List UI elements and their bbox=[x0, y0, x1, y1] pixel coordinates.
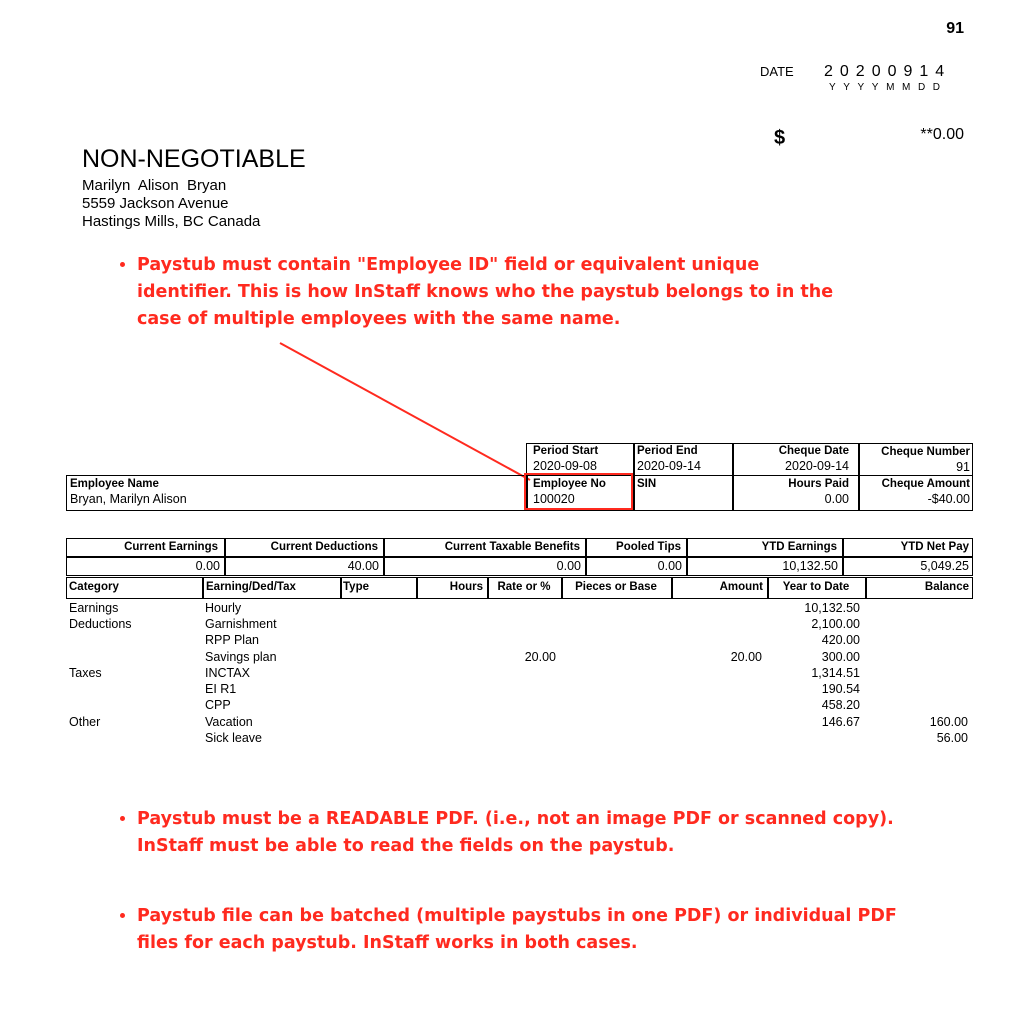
table-row bbox=[0, 715, 1024, 731]
row-ytd: 458.20 bbox=[821, 698, 860, 712]
row-balance: 56.00 bbox=[936, 731, 968, 745]
row-category: Earnings bbox=[69, 601, 119, 615]
current-deductions: 40.00 bbox=[347, 559, 379, 573]
ytd-earnings-label: YTD Earnings bbox=[761, 541, 837, 553]
cheque-number-value: 91 bbox=[956, 460, 970, 474]
cheque-amount: **0.00 bbox=[920, 126, 964, 143]
row-ytd: 420.00 bbox=[821, 633, 860, 647]
row-item: Sick leave bbox=[205, 731, 262, 745]
note-text: • Paystub must contain "Employee ID" field or equivalent unique identifier. This is how InStaff knows who the paystub belongs to in the case of multiple employees with the same name. bbox=[137, 252, 835, 333]
date-format: YYYYMMDD bbox=[829, 82, 948, 93]
note-text: • Paystub file can be batched (multiple paystubs in one PDF) or individual PDF files for each paystub. InStaff works in both cases. bbox=[137, 903, 915, 957]
col-type: Type bbox=[343, 581, 369, 593]
note-batched-files bbox=[115, 903, 915, 957]
row-item: Hourly bbox=[205, 601, 242, 615]
employee-no: 100020 bbox=[533, 492, 575, 506]
note-readable-pdf bbox=[115, 806, 915, 860]
pooled-tips-label: Pooled Tips bbox=[616, 541, 681, 553]
table-row bbox=[0, 698, 1024, 714]
employee-no-highlight bbox=[524, 473, 633, 510]
row-ytd: 300.00 bbox=[821, 650, 860, 664]
taxable-benefits-label: Current Taxable Benefits bbox=[444, 541, 580, 553]
row-ytd: 1,314.51 bbox=[811, 666, 860, 680]
cheque-number-label: Cheque Number bbox=[881, 446, 970, 458]
ytd-net-pay-label: YTD Net Pay bbox=[900, 541, 969, 553]
row-item: EI R1 bbox=[205, 682, 237, 696]
row-ytd: 146.67 bbox=[821, 715, 860, 729]
table-row bbox=[0, 682, 1024, 698]
current-earnings-label: Current Earnings bbox=[124, 541, 218, 553]
address-line-2: Hastings Mills, BC Canada bbox=[82, 213, 261, 230]
cheque-amount-label: Cheque Amount bbox=[881, 478, 970, 490]
table-row bbox=[0, 731, 1024, 747]
cheque-date: 2020-09-14 bbox=[785, 459, 849, 473]
payee-name: Marilyn Alison Bryan bbox=[82, 177, 227, 194]
row-balance: 160.00 bbox=[929, 715, 968, 729]
row-item: INCTAX bbox=[205, 666, 250, 680]
col-rate: Rate or % bbox=[497, 581, 551, 593]
row-item: Savings plan bbox=[205, 650, 277, 664]
row-category: Taxes bbox=[69, 666, 102, 680]
row-amount: 20.00 bbox=[730, 650, 762, 664]
ytd-net-pay: 5,049.25 bbox=[920, 559, 969, 573]
sin-label: SIN bbox=[637, 478, 657, 490]
col-category: Category bbox=[69, 581, 119, 593]
col-hours: Hours bbox=[449, 581, 483, 593]
note-text: • Paystub must be a READABLE PDF. (i.e., not an image PDF or scanned copy). InStaff must be able to read the fields on the paystub. bbox=[137, 806, 915, 860]
hours-paid-label: Hours Paid bbox=[788, 478, 849, 490]
employee-name: Bryan, Marilyn Alison bbox=[70, 492, 187, 506]
table-row bbox=[0, 650, 1024, 666]
period-end-label: Period End bbox=[637, 445, 698, 457]
cheque-number: 91 bbox=[946, 20, 964, 37]
currency-symbol: $ bbox=[774, 127, 786, 149]
taxable-benefits: 0.00 bbox=[556, 559, 581, 573]
row-rate: 20.00 bbox=[524, 650, 556, 664]
cheque-date-label: Cheque Date bbox=[778, 445, 849, 457]
row-item: CPP bbox=[205, 698, 231, 712]
period-end: 2020-09-14 bbox=[637, 459, 701, 473]
pooled-tips: 0.00 bbox=[657, 559, 682, 573]
row-category: Other bbox=[69, 715, 101, 729]
address-line-1: 5559 Jackson Avenue bbox=[82, 195, 229, 212]
row-item: Vacation bbox=[205, 715, 253, 729]
row-item: Garnishment bbox=[205, 617, 277, 631]
cheque-amount-value: -$40.00 bbox=[927, 492, 970, 506]
employee-no-label: Employee No bbox=[533, 478, 606, 490]
col-balance: Balance bbox=[924, 581, 969, 593]
col-amount: Amount bbox=[719, 581, 763, 593]
hours-paid: 0.00 bbox=[824, 492, 849, 506]
period-start-label: Period Start bbox=[533, 445, 599, 457]
non-negotiable-title: NON-NEGOTIABLE bbox=[82, 145, 306, 173]
col-pieces-base: Pieces or Base bbox=[575, 581, 657, 593]
table-row bbox=[0, 601, 1024, 617]
table-row bbox=[0, 617, 1024, 633]
row-category: Deductions bbox=[69, 617, 132, 631]
current-deductions-label: Current Deductions bbox=[270, 541, 378, 553]
period-start: 2020-09-08 bbox=[533, 459, 597, 473]
date-label: DATE bbox=[760, 64, 794, 79]
row-item: RPP Plan bbox=[205, 633, 259, 647]
table-row bbox=[0, 633, 1024, 649]
table-row bbox=[0, 666, 1024, 682]
current-earnings: 0.00 bbox=[195, 559, 220, 573]
cheque-date-digits: 20200914 bbox=[824, 63, 952, 80]
row-ytd: 190.54 bbox=[821, 682, 860, 696]
col-earning-ded-tax: Earning/Ded/Tax bbox=[206, 581, 296, 593]
employee-name-label: Employee Name bbox=[70, 478, 159, 490]
arrow-line bbox=[280, 343, 530, 480]
ytd-earnings: 10,132.50 bbox=[782, 559, 838, 573]
row-ytd: 2,100.00 bbox=[811, 617, 860, 631]
col-year-to-date: Year to Date bbox=[782, 581, 850, 593]
row-ytd: 10,132.50 bbox=[804, 601, 860, 615]
